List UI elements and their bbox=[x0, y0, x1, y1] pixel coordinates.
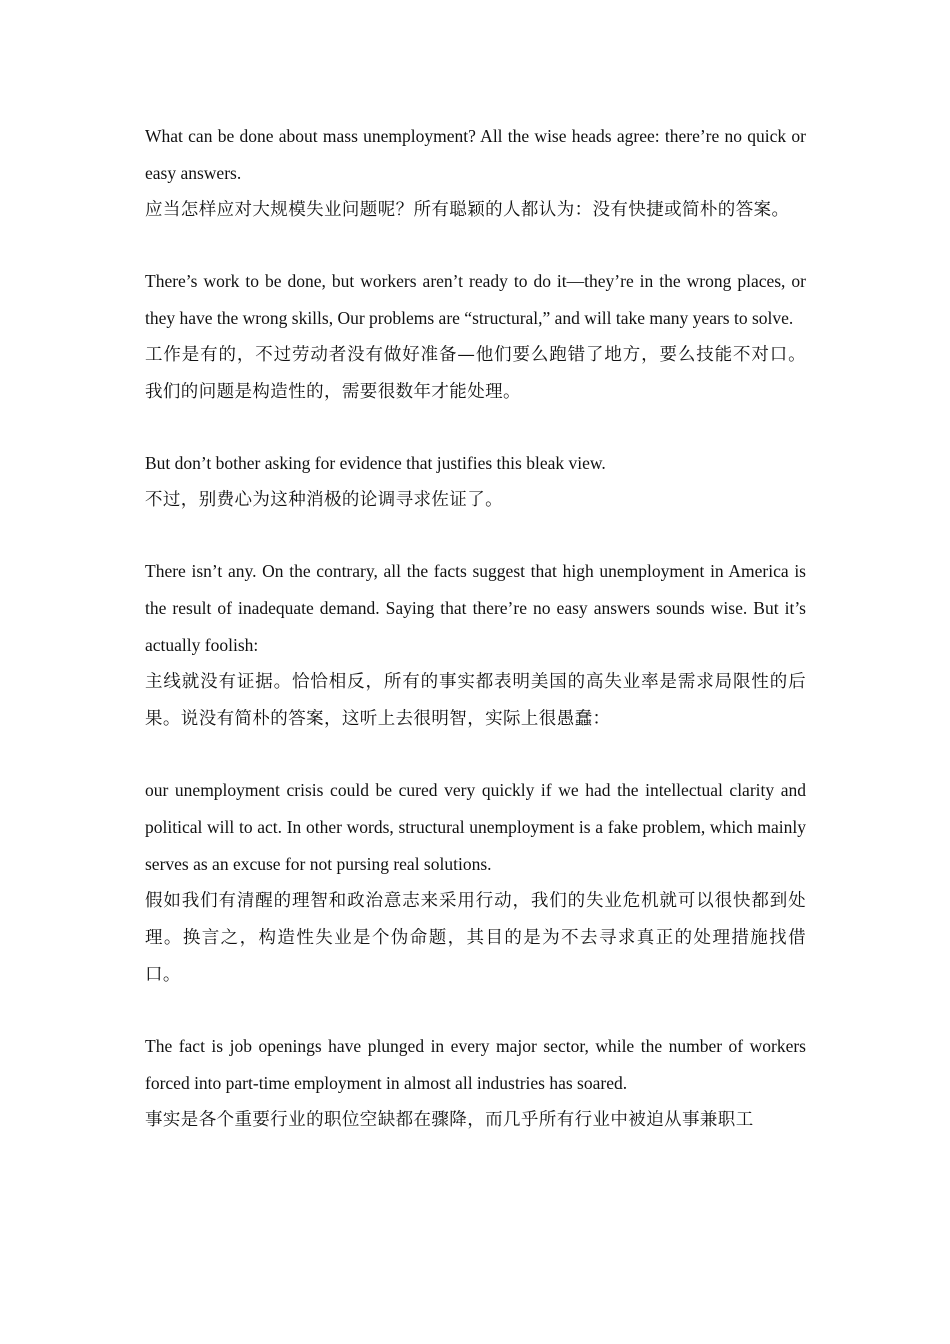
paragraph-gap bbox=[145, 738, 806, 772]
paragraph-5 bbox=[145, 772, 806, 994]
english-text: But don’t bother asking for evidence that justifies this bleak view. bbox=[145, 453, 606, 473]
chinese-text: 工作是有的，不过劳动者没有做好准备—他们要么跑错了地方，要么技能不对口。我们的问题是构造性的，需要很数年才能处理。 bbox=[145, 345, 806, 402]
chinese-text: 事实是各个重要行业的职位空缺都在骤降，而几乎所有行业中被迫从事兼职工 bbox=[145, 1110, 754, 1130]
paragraph-gap bbox=[145, 229, 806, 263]
paragraph-6 bbox=[145, 1028, 806, 1139]
english-text: There isn’t any. On the contrary, all the facts suggest that high unemployment in America is the result of inadequate demand. Saying that there’re no easy answers sounds wise. But it’s actually foolish: bbox=[145, 561, 806, 655]
paragraph-gap bbox=[145, 411, 806, 445]
chinese-text: 主线就没有证据。恰恰相反，所有的事实都表明美国的高失业率是需求局限性的后果。说没有简朴的答案，这听上去很明智，实际上很愚蠢： bbox=[145, 672, 806, 729]
english-text: What can be done about mass unemployment? All the wise heads agree: there’re no quick or easy answers. bbox=[145, 126, 806, 183]
english-text: our unemployment crisis could be cured very quickly if we had the intellectual clarity and political will to act. In other words, structural unemployment is a fake problem, which mainly serves as an excuse for not pursing real solutions. bbox=[145, 780, 806, 874]
paragraph-3 bbox=[145, 445, 806, 519]
paragraph-4 bbox=[145, 553, 806, 738]
document-page bbox=[145, 118, 806, 1139]
chinese-text: 假如我们有清醒的理智和政治意志来采用行动，我们的失业危机就可以很快都到处理。换言之，构造性失业是个伪命题，其目的是为不去寻求真正的处理措施找借口。 bbox=[145, 891, 806, 985]
chinese-text: 不过，别费心为这种消极的论调寻求佐证了。 bbox=[145, 490, 503, 510]
english-text: The fact is job openings have plunged in every major sector, while the number of workers forced into part-time employment in almost all industries has soared. bbox=[145, 1036, 806, 1093]
paragraph-gap bbox=[145, 519, 806, 553]
english-text: There’s work to be done, but workers aren’t ready to do it—they’re in the wrong places, or they have the wrong skills, Our problems are “structural,” and will take many years to solve. bbox=[145, 271, 806, 328]
chinese-text: 应当怎样应对大规模失业问题呢？所有聪颖的人都认为：没有快捷或简朴的答案。 bbox=[145, 200, 790, 220]
paragraph-gap bbox=[145, 994, 806, 1028]
paragraph-2 bbox=[145, 263, 806, 411]
paragraph-1 bbox=[145, 118, 806, 229]
